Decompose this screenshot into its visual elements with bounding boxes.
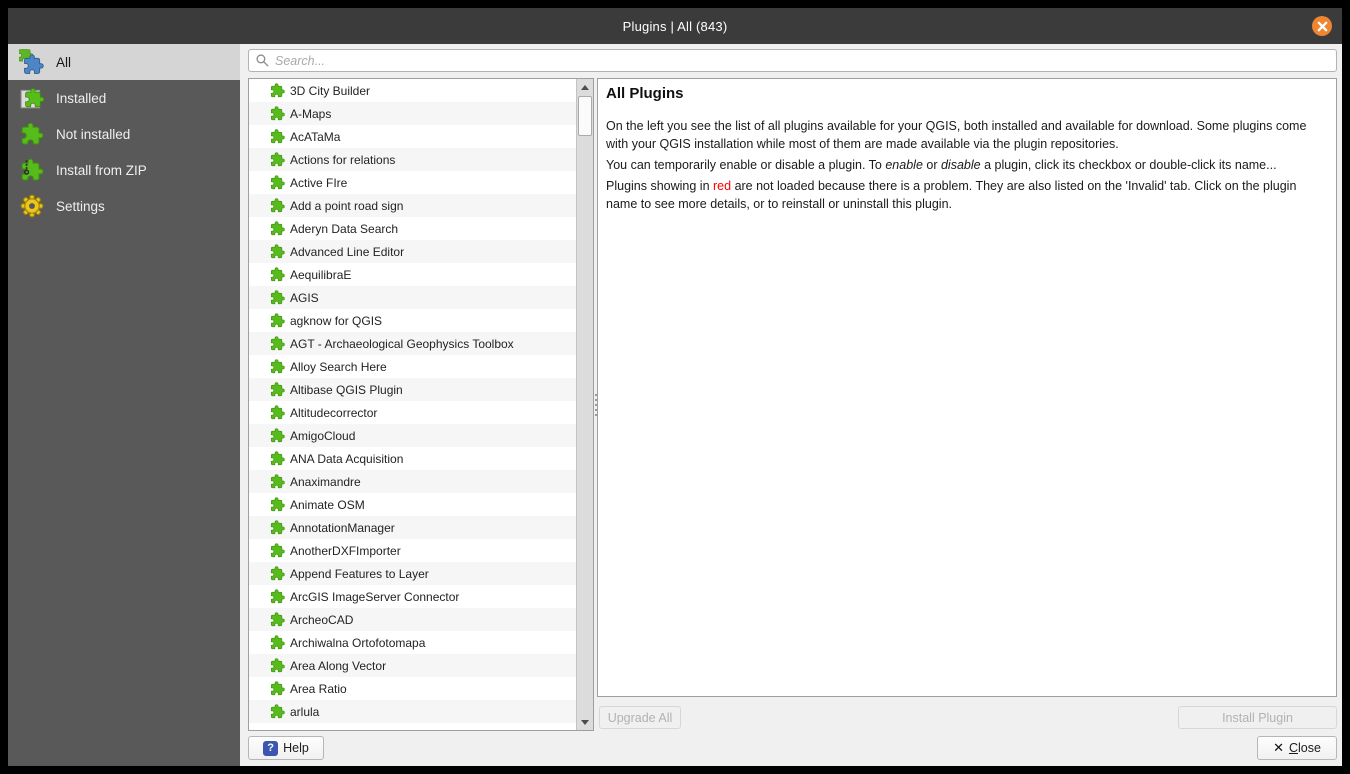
window-title: Plugins | All (843) — [622, 18, 728, 34]
settings-gear-icon — [18, 192, 46, 220]
install-plugin-button: Install Plugin — [1178, 706, 1337, 729]
plugin-row[interactable] — [249, 286, 576, 309]
plugin-puzzle-icon — [270, 267, 285, 282]
not-installed-plugin-icon — [18, 120, 46, 148]
plugin-row[interactable] — [249, 378, 576, 401]
plugin-row[interactable] — [249, 585, 576, 608]
plugin-row[interactable] — [249, 125, 576, 148]
plugin-list — [248, 78, 594, 731]
sidebar-item-installed[interactable] — [8, 80, 240, 116]
category-sidebar — [8, 44, 240, 766]
plugin-row[interactable] — [249, 470, 576, 493]
plugin-puzzle-icon — [270, 658, 285, 673]
plugin-puzzle-icon — [270, 704, 285, 719]
plugin-puzzle-icon — [270, 497, 285, 512]
plugin-name: AGT - Archaeological Geophysics Toolbox — [290, 336, 514, 351]
details-paragraph: On the left you see the list of all plugins available for your QGIS, both installed and available for download. Some plugins come with your QGIS installation while most of them are made available via the plugin repositories. — [606, 119, 1307, 151]
plugin-row[interactable] — [249, 631, 576, 654]
plugin-name: 3D City Builder — [290, 83, 371, 98]
plugin-name: ANA Data Acquisition — [290, 451, 404, 466]
plugin-row[interactable] — [249, 309, 576, 332]
all-plugins-icon — [18, 48, 46, 76]
plugin-name: Altitudecorrector — [290, 405, 378, 420]
plugin-row[interactable] — [249, 217, 576, 240]
plugin-name: Aderyn Data Search — [290, 221, 399, 236]
plugin-name: AmigoCloud — [290, 428, 356, 443]
scroll-up-icon[interactable] — [577, 79, 593, 95]
plugin-name: Altibase QGIS Plugin — [290, 382, 403, 397]
plugin-puzzle-icon — [270, 520, 285, 535]
search-box[interactable] — [248, 49, 1337, 72]
sidebar-item-label: Settings — [56, 198, 105, 214]
plugin-puzzle-icon — [270, 336, 285, 351]
plugin-puzzle-icon — [270, 382, 285, 397]
plugin-row[interactable] — [249, 332, 576, 355]
plugin-row[interactable] — [249, 102, 576, 125]
plugin-name: ArcGIS ImageServer Connector — [290, 589, 460, 604]
plugin-row[interactable] — [249, 677, 576, 700]
plugin-puzzle-icon — [270, 428, 285, 443]
plugin-row[interactable] — [249, 700, 576, 723]
plugin-row[interactable] — [249, 562, 576, 585]
plugin-name: Animate OSM — [290, 497, 365, 512]
plugin-name: AcATaMa — [290, 129, 341, 144]
sidebar-item-install-from-zip[interactable] — [8, 152, 240, 188]
sidebar-item-label: All — [56, 54, 72, 70]
plugin-row[interactable] — [249, 148, 576, 171]
search-icon — [255, 53, 270, 68]
plugin-name: Advanced Line Editor — [290, 244, 405, 259]
plugin-puzzle-icon — [270, 589, 285, 604]
plugin-name: Alloy Search Here — [290, 359, 387, 374]
plugin-row[interactable] — [249, 194, 576, 217]
details-paragraph: You can temporarily enable or disable a plugin. To enable or disable a plugin, click its checkbox or double-click its name... — [606, 158, 1277, 172]
plugin-row[interactable] — [249, 79, 576, 102]
plugin-puzzle-icon — [270, 290, 285, 305]
plugin-name: AnotherDXFImporter — [290, 543, 401, 558]
install-from-zip-icon — [18, 156, 46, 184]
plugin-puzzle-icon — [270, 681, 285, 696]
plugin-row[interactable] — [249, 447, 576, 470]
plugin-row[interactable] — [249, 263, 576, 286]
plugin-puzzle-icon — [270, 198, 285, 213]
plugin-name: Anaximandre — [290, 474, 361, 489]
plugin-name: Append Features to Layer — [290, 566, 429, 581]
details-paragraph: Plugins showing in red are not loaded because there is a problem. They are also listed on the 'Invalid' tab. Click on the plugin name to see more details, or to reinstall or uninstall this plugin. — [606, 179, 1297, 211]
plugin-puzzle-icon — [270, 474, 285, 489]
close-button[interactable]: ✕ Close — [1257, 736, 1337, 760]
plugin-puzzle-icon — [270, 313, 285, 328]
help-question-icon: ? — [263, 741, 278, 756]
plugin-details-panel — [597, 78, 1337, 697]
plugin-name: arlula — [290, 704, 320, 719]
plugin-puzzle-icon — [270, 221, 285, 236]
plugin-name: A-Maps — [290, 106, 332, 121]
plugin-row[interactable] — [249, 493, 576, 516]
plugin-row[interactable] — [249, 516, 576, 539]
search-input[interactable] — [275, 54, 1330, 68]
plugin-name: AequilibraE — [290, 267, 352, 282]
plugin-name: ArcheoCAD — [290, 612, 354, 627]
sidebar-item-all[interactable] — [8, 44, 240, 80]
plugin-name: Area Along Vector — [290, 658, 387, 673]
plugin-row[interactable] — [249, 608, 576, 631]
plugin-name: agknow for QGIS — [290, 313, 383, 328]
plugin-row[interactable] — [249, 654, 576, 677]
plugin-puzzle-icon — [270, 451, 285, 466]
plugin-puzzle-icon — [270, 612, 285, 627]
plugin-row[interactable] — [249, 424, 576, 447]
plugin-puzzle-icon — [270, 543, 285, 558]
plugin-row[interactable] — [249, 539, 576, 562]
close-x-icon: ✕ — [1273, 740, 1284, 755]
plugin-name: Actions for relations — [290, 152, 396, 167]
plugin-puzzle-icon — [270, 635, 285, 650]
plugin-name: AnnotationManager — [290, 520, 395, 535]
sidebar-item-settings[interactable] — [8, 188, 240, 224]
plugin-name: Add a point road sign — [290, 198, 404, 213]
plugin-row[interactable] — [249, 240, 576, 263]
details-heading: All Plugins — [606, 85, 684, 102]
installed-plugin-icon — [18, 84, 46, 112]
plugin-name: Area Ratio — [290, 681, 347, 696]
main-area — [240, 44, 1342, 766]
scrollbar-thumb[interactable] — [578, 96, 592, 136]
plugin-puzzle-icon — [270, 359, 285, 374]
plugin-puzzle-icon — [270, 175, 285, 190]
plugin-list-scrollbar[interactable] — [576, 79, 593, 730]
help-button[interactable]: ? Help — [248, 736, 324, 760]
sidebar-item-not-installed[interactable] — [8, 116, 240, 152]
title-bar — [8, 8, 1342, 44]
plugin-puzzle-icon — [270, 244, 285, 259]
upgrade-all-button: Upgrade All — [599, 706, 681, 729]
sidebar-item-label: Not installed — [56, 126, 131, 142]
plugin-puzzle-icon — [270, 152, 285, 167]
plugin-puzzle-icon — [270, 106, 285, 121]
plugin-puzzle-icon — [270, 129, 285, 144]
plugin-row[interactable] — [249, 355, 576, 378]
plugin-name: Archiwalna Ortofotomapa — [290, 635, 426, 650]
plugin-name: AGIS — [290, 290, 319, 305]
plugin-name: Active FIre — [290, 175, 348, 190]
plugin-row[interactable] — [249, 171, 576, 194]
sidebar-item-label: Installed — [56, 90, 107, 106]
sidebar-item-label: Install from ZIP — [56, 162, 147, 178]
plugin-row[interactable] — [249, 401, 576, 424]
window-close-icon[interactable] — [1312, 16, 1332, 36]
scroll-down-icon[interactable] — [577, 714, 593, 730]
plugin-puzzle-icon — [270, 405, 285, 420]
plugin-puzzle-icon — [270, 83, 285, 98]
plugin-puzzle-icon — [270, 566, 285, 581]
